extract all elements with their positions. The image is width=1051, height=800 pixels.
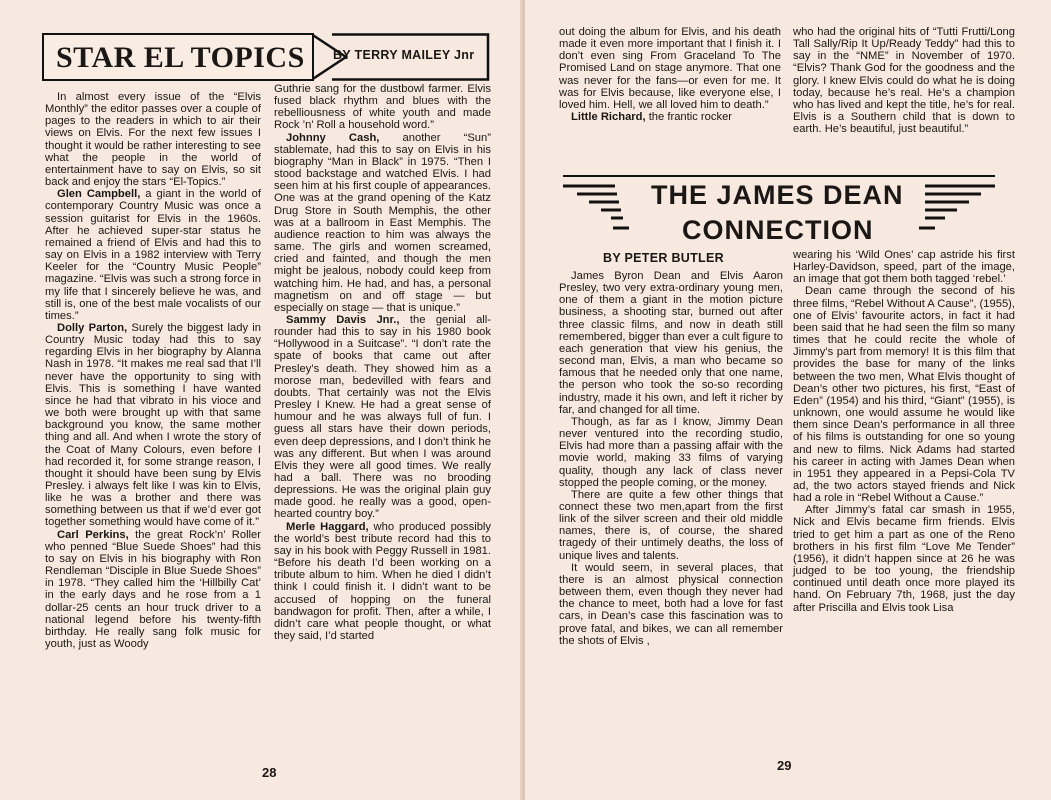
paragraph (793, 26, 1015, 135)
paragraph-lead: Carl Perkins, (57, 528, 129, 541)
paragraph (559, 26, 781, 111)
page-number: 28 (262, 765, 277, 780)
paragraph-text: After Jimmy’s fatal car smash in 1955, Nick and Elvis became firm friends. Elvis tried to get him a part as one of the Reno brothers in his first film “Love Me Tender” (1956), it didn’t happen since at 26 he was judged to be too young, the friendship continued until death once more played its hand. On February 7th, 1968, just the day after Priscilla and Elvis took Lisa (793, 504, 1015, 614)
paragraph-lead: Dolly Parton, (57, 321, 128, 334)
paragraph-text: Surely the biggest lady in Country Music today had this to say regarding Elvis in her biography by Alanna Nash in 1978. “It makes me real sad that I’ll never have the opportunity to sing with Elvis. This is something I have wanted since he had that vibrato in his vioce and we both were brought up with that same background you know, the same mother thing and all. And when I wrote the story of the Coat of Many Colours, even before I had recorded it, for some strange reason, I thought it should have been sung by Elvis Presley. i always felt like I was kin to Elvis, like he was a brother and there was something between us that if we’d ever got together something would have come of it.” (45, 321, 261, 529)
paragraph-text: the great Rock’n’ Roller who penned “Blue Suede Shoes” had this to say on Elvis in his biography with Ron Rendleman “Disciple in Blue Suede Shoes” in 1978. “They called him the ‘Hillbilly Cat’ in the early days and he rose from a 1 dollar-25 cents an hour truck driver to a national legend before his twenty-fifth birthday. He really sang folk music for youth, just as Woody (45, 528, 261, 651)
paragraph (559, 489, 783, 562)
paragraph (559, 416, 783, 489)
left-page (0, 0, 525, 800)
paragraph-text: out doing the album for Elvis, and his death made it even more important that I finish it. I don’t even sing From Graceland To The Promised Land on stage anymore. That one was never for the fans—or even for me. It was for Elvis because, like everyone else, I loved him. Hell, we all loved him to death.” (559, 26, 781, 111)
paragraph (45, 91, 261, 188)
article-title-line-2: CONNECTION (682, 215, 874, 245)
paragraph-text: Guthrie sang for the dustbowl farmer. Elvis fused black rhythm and blues with the rebelliousness of white youth and made Rock ’n’ Roll a household word.” (274, 83, 491, 132)
page-number-right: 29 (777, 758, 792, 773)
paragraph (793, 249, 1015, 285)
paragraph-text: It would seem, in several places, that there is an almost physical connection between them, even though they never had the chance to meet, both had a love for fast cars, in Dean’s case this fascination was to prove fatal, and bikes, we can all remember the shots of Elvis , (559, 561, 783, 647)
paragraph-text: who produced possibly the world’s best tribute record had this to say in his book with Peggy Russell in 1981. “Before his death I’d been working on a tribute album to him. When he died I didn’t think I could finish it. I didn’t want to be accused of hopping on the funeral bandwagon for profit. Then, after a while, I didn’t care what people thought, or what they said, I’d started (274, 520, 491, 643)
paragraph (45, 322, 261, 529)
paragraph-lead: Glen Campbell, (57, 188, 141, 201)
right-column-1 (559, 270, 783, 647)
paragraph-text: Dean came through the second of his three films, “Rebel Without A Cause”, (1955), one of Elvis’ favourite actors, in fact it had been said that he had seen the film so many times that he could recite the whole of Jimmy’s part from memory! It is this film that provides the base for many of the links between the two men, What Elvis thought of Dean’s other two pictures, his first, “East of Eden” (1954) and his third, “Giant” (1955), is unknown, one would assume he would like them since Dean’s performance in all three of his films is outstanding for one so young and new to films. Nick Adams had started his career in acting with James Dean when in 1951 they appeared in a Pepsi-Cola TV ad, the two actors stayed friends and Nick had a role in “Rebel Without a Cause.” (793, 285, 1015, 505)
paragraph-text: another “Sun” stablemate, had this to say on Elvis in his biography “Man in Black” in 1975. “Then I stood backstage and watched Elvis. I had seen him at his first couple of appearances. One was at the grand opening of the Katz Drug Store in South Memphis, the other was at a ballroom in East Memphis. The audience reaction to him was always the same. The girls and women screamed, cried and fainted, and though the men might be jealous, nobody could keep from watching him. He had, and has, a personal magnetism on and off stage — but especially on stage — that is unique.” (274, 131, 491, 314)
section-title: STAR EL TOPICS (56, 41, 305, 74)
paragraph-text: There are quite a few other things that connect these two men,apart from the first link of the silver screen and their old middle names, there is, of course, the shared tragedy of their untimely deaths, the loss of unique lives and talents. (559, 488, 783, 562)
right-top-column-2 (793, 26, 1015, 135)
left-column-2 (274, 83, 491, 642)
article-title-line-1: THE JAMES DEAN (651, 180, 904, 210)
article-byline-right: BY PETER BUTLER (603, 251, 724, 265)
paragraph-text: wearing his ‘Wild Ones’ cap astride his first Harley-Davidson, speed, part of the image, an image that got them both tagged ‘rebel.’ (793, 249, 1015, 286)
right-top-column-1 (559, 26, 781, 123)
paragraph (45, 529, 261, 651)
paragraph (559, 270, 783, 416)
paragraph-text: the frantic rocker (645, 111, 733, 124)
right-page (525, 0, 1051, 800)
paragraph (274, 83, 491, 132)
right-column-2 (793, 249, 1015, 614)
paragraph-lead: Little Richard, (571, 111, 646, 124)
paragraph-lead: Johnny Cash, (286, 131, 380, 144)
paragraph-text: who had the original hits of “Tutti Frutti/Long Tall Sally/Rip It Up/Ready Teddy” had this to say in the “NME” in November of 1970. “Elvis? Thank God for the goodness and the glory. I knew Elvis could do what he is doing today, because he’s real. He’s a champion who has lived and kept the title, he’s for real. Elvis is a Southern child that is down to earth. He’s beautiful, just beautiful.” (793, 26, 1015, 136)
paragraph-text: the genial all-rounder had this to say in his 1980 book “Hollywood in a Suitcase”. “I don’t rate the spate of books that came out after Presley’s death. They showed him as a morose man, bedevilled with fears and doubts. That certainly was not the Elvis Presley I Knew. He had a great sense of humour and he was always full of fun. I guess all stars have their down periods, even deep depressions, and I don’t think he was any different. But when I was around Elvis they were all good times. We really had a ball. There was no brooding depressions. He was the original plain guy made good. he really was a good, open-hearted country boy.” (274, 313, 491, 521)
paragraph-text: James Byron Dean and Elvis Aaron Presley, two very extra-ordinary young men, one of them a giant in the motion picture business, a shooting star, burned out after three classic films, and now in death still remembered, bigger than ever a cult figure to each generation that view his genius, the second man, Elvis, a man who became so famous that he needed only that one name, the person who took the so-so recording industry, made it his own, and left it richer by far, and changed for all time. (559, 270, 783, 416)
article-byline: BY TERRY MAILEY Jnr (333, 48, 475, 62)
paragraph-lead: Sammy Davis Jnr., (286, 313, 400, 326)
paragraph (793, 504, 1015, 613)
paragraph (45, 188, 261, 322)
paragraph-lead: Merle Haggard, (286, 520, 369, 533)
paragraph-text: Though, as far as I know, Jimmy Dean never ventured into the recording studio, Elvis had more than a passing affair with the movie world, making 33 films of varying quality, though any lack of class never stopped the people coming, or the money. (559, 415, 783, 489)
paragraph-text: a giant in the world of contemporary Country Music was once a session guitarist for Elvis in the 1960s. After he achieved super-star status he remained a friend of Elvis and had this to say on Elvis in a 1982 interview with Terry Keeler for the “Country Music People” magazine. “Elvis was such a strong force in my life that I sincerely believe he was, and still is, one of the best male vocalists of our times.” (45, 188, 261, 322)
paragraph-text: In almost every issue of the “Elvis Monthly” the editor passes over a couple of pages to the readers in which to air their views on Elvis. For the next few issues I thought it would be rather interesting to see what the people in the world of entertainment have to say on Elvis, so sit back and enjoy the stars “El-Topics.” (45, 91, 261, 189)
paragraph (274, 314, 491, 521)
paragraph (559, 562, 783, 647)
paragraph (793, 285, 1015, 504)
paragraph (559, 111, 781, 123)
paragraph (274, 132, 491, 314)
left-column-1 (45, 91, 261, 650)
paragraph (274, 521, 491, 643)
header-box (42, 33, 314, 81)
